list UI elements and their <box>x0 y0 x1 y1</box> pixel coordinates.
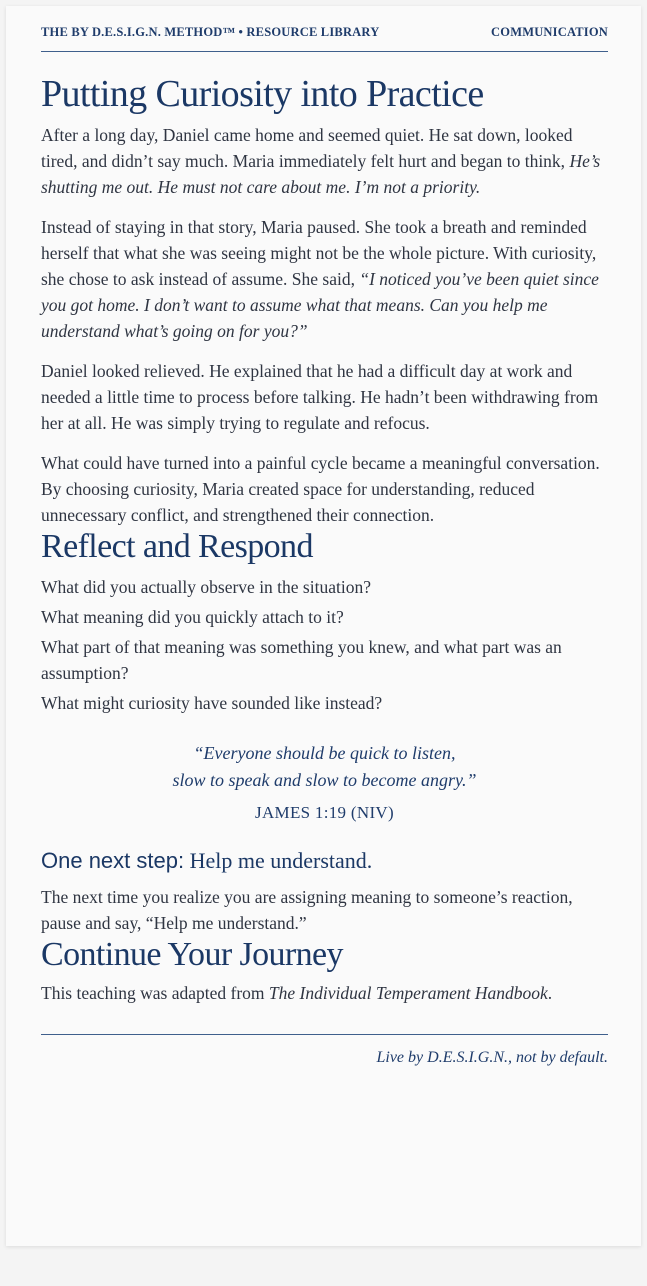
header-divider <box>41 51 608 52</box>
footer-tagline: Live by D.E.S.I.G.N., not by default. <box>376 1049 608 1066</box>
page-header <box>41 6 608 40</box>
story-paragraph-1-text: After a long day, Daniel came home and seemed quiet. He sat down, looked tired, and didn’t say much. Maria immediately felt hurt and began to think, <box>41 125 573 171</box>
next-step-description: The next time you realize you are assigning meaning to someone’s reaction, pause and say, “Help me understand.” <box>41 887 573 933</box>
journey-heading: Continue Your Journey <box>41 936 343 973</box>
story-paragraph-2-text: Instead of staying in that story, Maria paused. She took a breath and reminded herself that what she was seeing might not be the whole picture. With curiosity, she chose to ask instead of assume. She said, <box>41 217 597 289</box>
reflection-question: What meaning did you quickly attach to it? <box>41 607 344 627</box>
story-paragraph-2 <box>41 214 608 344</box>
scripture-quote <box>41 740 608 826</box>
source-attribution <box>41 980 608 1006</box>
next-step-heading <box>41 846 608 876</box>
next-step-label: One next step: <box>41 848 185 873</box>
story-paragraph-4: What could have turned into a painful cycle became a meaningful conversation. By choosing curiosity, Maria created space for understanding, reduced unnecessary conflict, and strengthened their connection. <box>41 453 600 525</box>
category-label: COMMUNICATION <box>491 25 608 39</box>
story-spoken-quote: “I noticed you’ve been quiet since you got home. I don’t want to assume what that means. Can you help me understand what’s going on for you?” <box>41 269 599 341</box>
source-book-title: The Individual Temperament Handbook <box>268 983 548 1003</box>
footer-divider <box>41 1034 608 1035</box>
story-paragraph-1 <box>41 122 608 200</box>
verse-reference: JAMES 1:19 (NIV) <box>255 803 394 822</box>
verse-line-2: slow to speak and slow to become angry.” <box>172 770 477 790</box>
reflection-questions <box>41 574 608 716</box>
page-title: Putting Curiosity into Practice <box>41 73 484 115</box>
next-step-value: Help me understand. <box>184 848 373 873</box>
reflection-question: What did you actually observe in the situation? <box>41 577 371 597</box>
reflect-heading: Reflect and Respond <box>41 528 313 565</box>
resource-page <box>6 6 641 1246</box>
verse-line-1: “Everyone should be quick to listen, <box>193 743 456 763</box>
story-paragraph-3: Daniel looked relieved. He explained that he had a difficult day at work and needed a little time to process before talking. He hadn’t been withdrawing from her at all. He was simply trying to regulate and refocus. <box>41 361 599 433</box>
reflection-question: What might curiosity have sounded like instead? <box>41 693 383 713</box>
series-label: THE BY D.E.S.I.G.N. METHOD™ • RESOURCE LIBRARY <box>41 25 380 39</box>
source-text: This teaching was adapted from <box>41 983 269 1003</box>
reflection-question: What part of that meaning was something you knew, and what part was an assumption? <box>41 637 562 683</box>
story-inner-thought: He’s shutting me out. He must not care about me. I’m not a priority. <box>41 151 601 197</box>
source-end: . <box>547 983 553 1003</box>
